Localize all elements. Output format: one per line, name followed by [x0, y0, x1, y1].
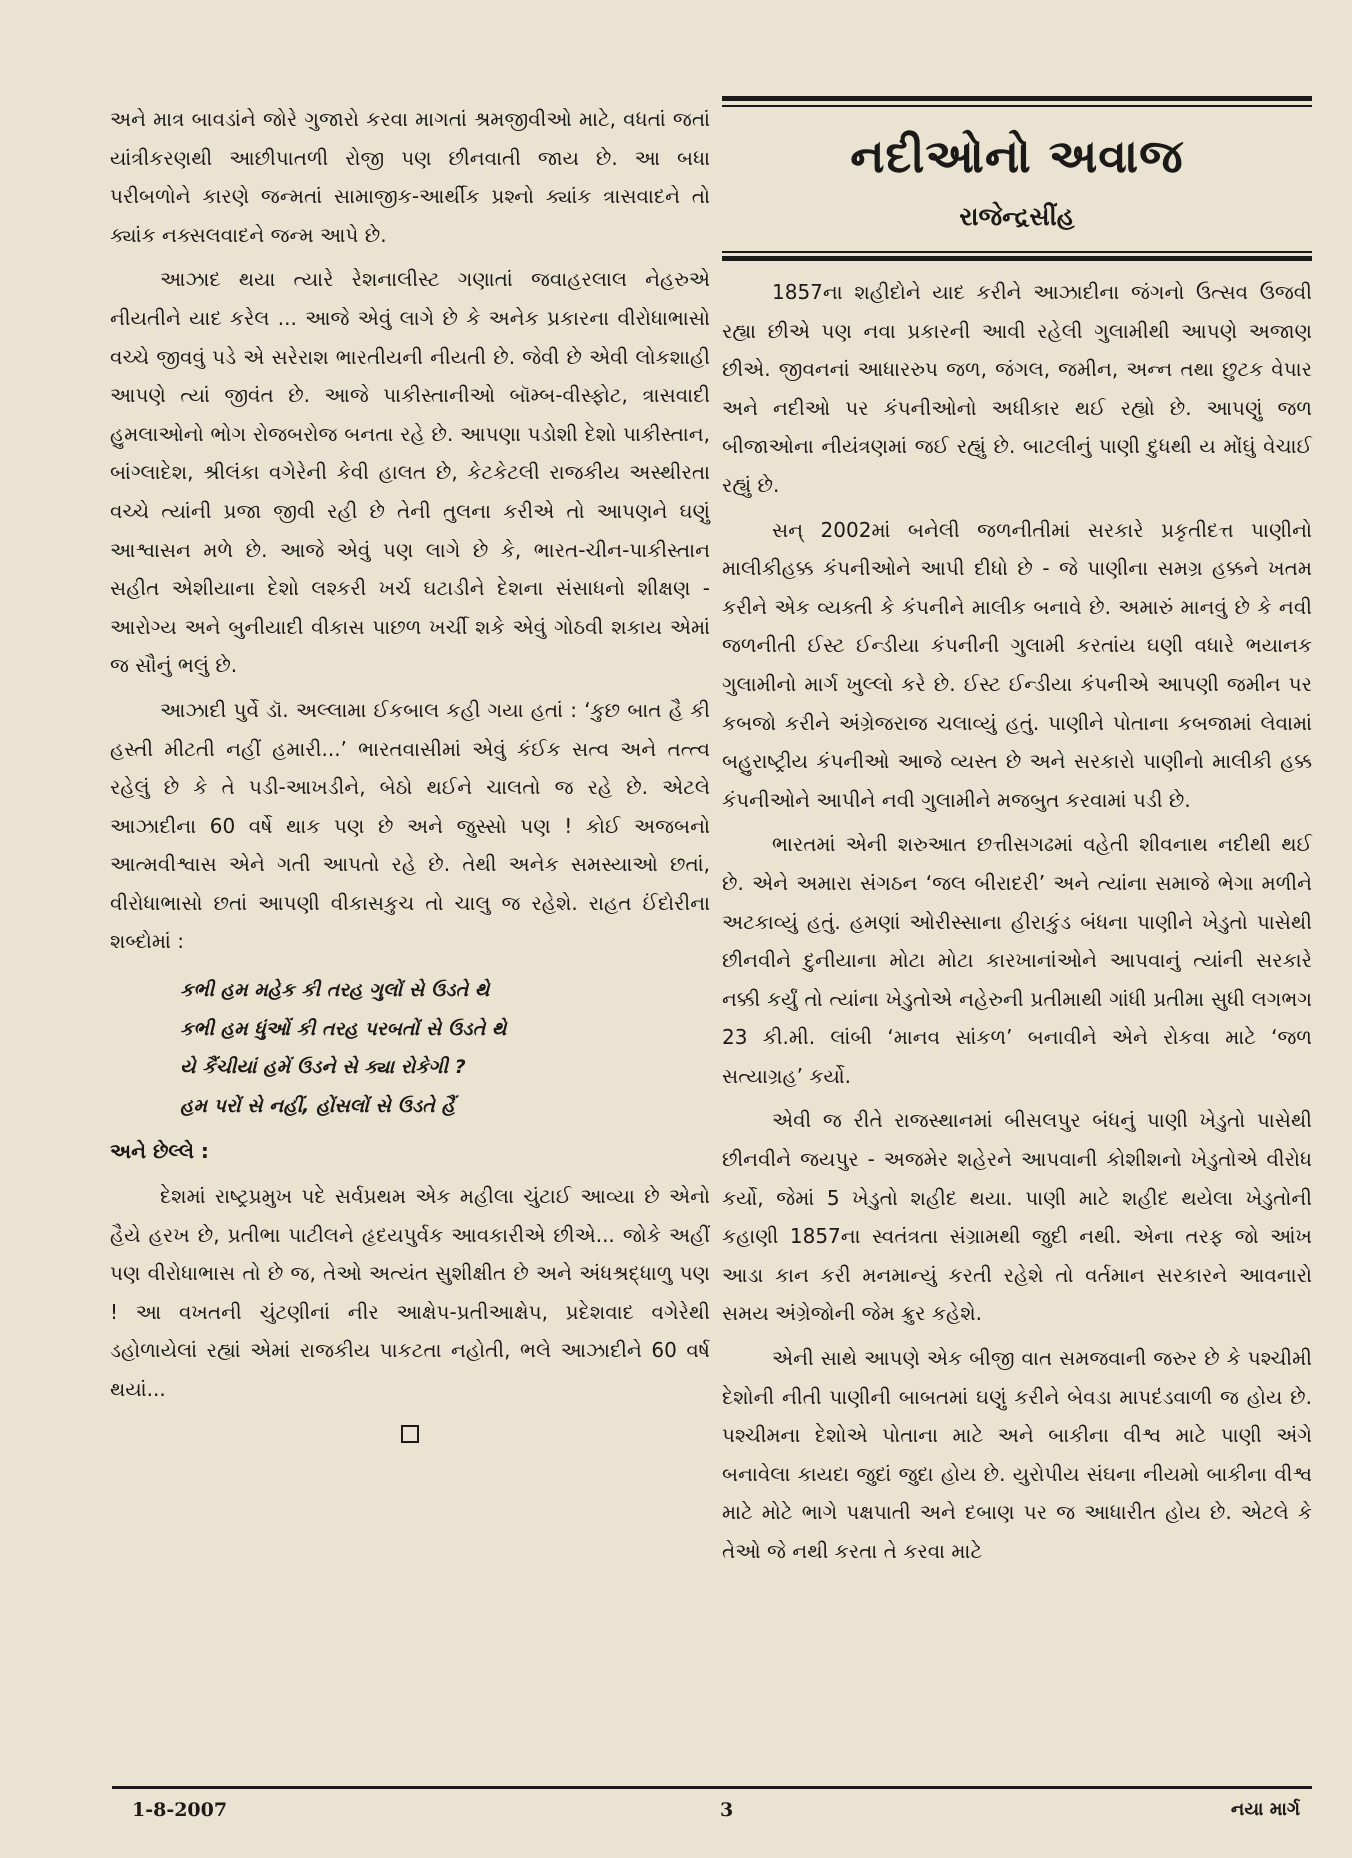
paragraph: ભારતમાં એની શરુઆત છત્તીસગઢમાં વહેતી શીવનાથ નદીથી થઈ છે. એને અમારા સંગઠન ‘જલ બીરાદરી’ અને ત્યાંના સમાજે ભેગા મળીને અટકાવ્યું હતું. હમણાં ઓરીસ્સાના હીરાકુંડ બંધના પાણીને ખેડુતો પાસેથી છીનવીને દુનીયાના મોટા મોટા કારખાનાંઓને આપવાનું ત્યાંની સરકારે નક્કી કર્યું તો ત્યાંના ખેડુતોએ નહેરુની પ્રતીમાથી ગાંધી પ્રતીમા સુધી લગભગ 23 કી.મી. લાંબી ‘માનવ સાંકળ’ બનાવીને એને રોકવા માટે ‘જળ સત્યાગ્રહ’ કર્યો. [722, 832, 1312, 1088]
poem-line: યે કૈંચીયાં હમેં ઉડને સે ક્યા રોકેગી ? [180, 1056, 466, 1079]
right-column [722, 96, 1312, 1577]
paragraph: સન્ 2002માં બનેલી જળનીતીમાં સરકારે પ્રકૃતીદત્ત પાણીનો માલીકીહક્ક કંપનીઓને આપી દીધો છે - જે પાણીના સમગ્ર હક્કને ખતમ કરીને એક વ્યક્તી કે કંપનીને માલીક બનાવે છે. અમારું માનવું છે કે નવી જળનીતી ઈસ્ટ ઈન્ડીયા કંપનીની ગુલામી કરતાંય ઘણી વધારે ભયાનક ગુલામીનો માર્ગ ખુલ્લો કરે છે. ઈસ્ટ ઈન્ડીયા કંપનીએ આપણી જમીન પર કબજો કરીને અંગ્રેજરાજ ચલાવ્યું હતું. પાણીને પોતાના કબજામાં લેવામાં બહુરાષ્ટ્રીય કંપનીઓ આજે વ્યસ્ત છે અને સરકારો પાણીનો માલીકી હક્ક કંપનીઓને આપીને નવી ગુલામીને મજબુત કરવામાં પડી છે. [722, 517, 1312, 812]
paragraph: આઝાદી પુર્વે ડૉ. અલ્લામા ઈકબાલ કહી ગયા હતાં : ‘કુછ બાત હૈ કી હસ્તી મીટતી નહીં હમારી...’ ભારતવાસીમાં એવું કંઈક સત્વ અને તત્ત્વ રહેલું છે કે તે પડી-આખડીને, બેઠો થઈને ચાલતો જ રહે છે. એટલે આઝાદીના 60 વર્ષે થાક પણ છે અને જુસ્સો પણ ! કોઈ અજબનો આત્મવીશ્વાસ એને ગતી આપતો રહે છે. તેથી અનેક સમસ્યાઓ છતાં, વીરોધાભાસો છતાં આપણી વીકાસકુચ તો ચાલુ જ રહેશે. રાહત ઈંદોરીના શબ્દોમાં : [110, 697, 710, 954]
section-subheading: અને છેલ્લે : [110, 1139, 209, 1164]
paragraph: એવી જ રીતે રાજસ્થાનમાં બીસલપુર બંધનું પાણી ખેડુતો પાસેથી છીનવીને જયપુર - અજમેર શહેરને આપવાની કોશીશનો ખેડુતોએ વીરોધ કર્યો, જેમાં 5 ખેડુતો શહીદ થયા. પાણી માટે શહીદ થયેલા ખેડુતોની કહાણી 1857ના સ્વતંત્રતા સંગ્રામથી જુદી નથી. એના તરફ જો આંખ આડા કાન કરી મનમાન્યું કરતી રહેશે તો વર્તમાન સરકારને આવનારો સમય અંગ્રેજોની જેમ ક્રુર કહેશે. [722, 1108, 1312, 1326]
left-column [110, 100, 710, 1443]
article-body [722, 273, 1312, 1571]
article-title: નદીઓનો અવાજ [850, 129, 1184, 183]
header-rule-top [722, 96, 1312, 101]
page-number: 3 [720, 1799, 734, 1821]
footer-rule [112, 1786, 1312, 1789]
poem-line: હમ પરોં સે નહીં, હોંસલોં સે ઉડતે હૈં [180, 1094, 455, 1117]
paragraph: એની સાથે આપણે એક બીજી વાત સમજવાની જરુર છે કે પશ્ચીમી દેશોની નીતી પાણીની બાબતમાં ઘણું કરીને બેવડા માપદંડવાળી જ હોય છે. પશ્ચીમના દેશોએ પોતાના માટે અને બાકીના વીશ્વ માટે પાણી અંગે બનાવેલા કાયદા જુદાં જુદા હોય છે. યુરોપીય સંઘના નીયમો બાકીના વીશ્વ માટે મોટે ભાગે પક્ષપાતી અને દબાણ પર જ આધારીત હોય છે. એટલે કે તેઓ જે નથી કરતા તે કરવા માટે [722, 1346, 1312, 1563]
header-rule-bottom [722, 256, 1312, 261]
paragraph: અને માત્ર બાવડાંને જોરે ગુજારો કરવા માગતાં શ્રમજીવીઓ માટે, વધતાં જતાં યાંત્રીકરણથી આછીપાતળી રોજી પણ છીનવાતી જાય છે. આ બધા પરીબળોને કારણે જન્મતાં સામાજીક-આર્થીક પ્રશ્નો ક્યાંક ત્રાસવાદને તો ક્યાંક નક્સલવાદને જન્મ આપે છે. [110, 107, 710, 247]
issue-date: 1-8-2007 [132, 1799, 228, 1821]
poem-line: કભી હમ મહેક કી તરહ ગુલોં સે ઉડતે થે [180, 979, 490, 1002]
poem-line: કભી હમ ધુંઓં કી તરહ પરબતોં સે ઉડતે થે [180, 1017, 507, 1040]
end-of-article-box-icon [401, 1425, 419, 1443]
article-author: રાજેન્દ્રસીંહ [959, 202, 1075, 231]
paragraph: આઝાદ થયા ત્યારે રેશનાલીસ્ટ ગણાતાં જવાહરલાલ નેહરુએ નીયતીને યાદ કરેલ ... આજે એવું લાગે છે કે અનેક પ્રકારના વીરોધાભાસો વચ્ચે જીવવું પડે એ સરેરાશ ભારતીયની નીયતી છે. જેવી છે એવી લોકશાહી આપણે ત્યાં જીવંત છે. આજે પાકીસ્તાનીઓ બૉમ્બ-વીસ્ફોટ, ત્રાસવાદી હુમલાઓનો ભોગ રોજબરોજ બનતા રહે છે. આપણા પડોશી દેશો પાકીસ્તાન, બાંગ્લાદેશ, શ્રીલંકા વગેરેની કેવી હાલત છે, કેટકેટલી રાજકીય અસ્થીરતા વચ્ચે ત્યાંની પ્રજા જીવી રહી છે તેની તુલના કરીએ તો આપણને ઘણું આશ્વાસન મળે છે. આજે એવું પણ લાગે છે કે, ભારત-ચીન-પાકીસ્તાન સહીત એશીયાના દેશો લશ્કરી ખર્ચ ઘટાડીને દેશના સંસાધનો શીક્ષણ - આરોગ્ય અને બુનીયાદી વીકાસ પાછળ ખર્ચી શકે એવું ગોઠવી શકાય એમાં જ સૌનું ભલું છે. [110, 267, 710, 678]
publication-name: નયા માર્ગ [1230, 1799, 1300, 1820]
header-rule-bottom-thin [722, 251, 1312, 253]
paragraph: 1857ના શહીદોને યાદ કરીને આઝાદીના જંગનો ઉત્સવ ઉજવી રહ્યા છીએ પણ નવા પ્રકારની આવી રહેલી ગુલામીથી આપણે અજાણ છીએ. જીવનનાં આધારરુપ જળ, જંગલ, જમીન, અન્ન તથા છુટક વેપાર અને નદીઓ પર કંપનીઓનો અધીકાર થઈ રહ્યો છે. આપણું જળ બીજાઓના નીયંત્રણમાં જઈ રહ્યું છે. બાટલીનું પાણી દુધથી ય મોંઘું વેચાઈ રહ્યું છે. [722, 280, 1312, 497]
paragraph: દેશમાં રાષ્ટ્રપ્રમુખ પદે સર્વપ્રથમ એક મહીલા ચુંટાઈ આવ્યા છે એનો હૈયે હરખ છે, પ્રતીભા પાટીલને હૃદયપુર્વક આવકારીએ છીએ... જોકે અહીં પણ વીરોધાભાસ તો છે જ, તેઓ અત્યંત સુશીક્ષીત છે અને અંધશ્રદ્ધાળુ પણ ! આ વખતની ચુંટણીનાં નીર આક્ષેપ-પ્રતીઆક્ષેપ, પ્રદેશવાદ વગેરેથી ડહોળાયેલાં રહ્યાં એમાં રાજકીય પાકટતા નહોતી, ભલે આઝાદીને 60 વર્ષ થયાં... [110, 1184, 710, 1402]
poem-quote [110, 971, 710, 1125]
header-rule-top-thin [722, 105, 1312, 107]
